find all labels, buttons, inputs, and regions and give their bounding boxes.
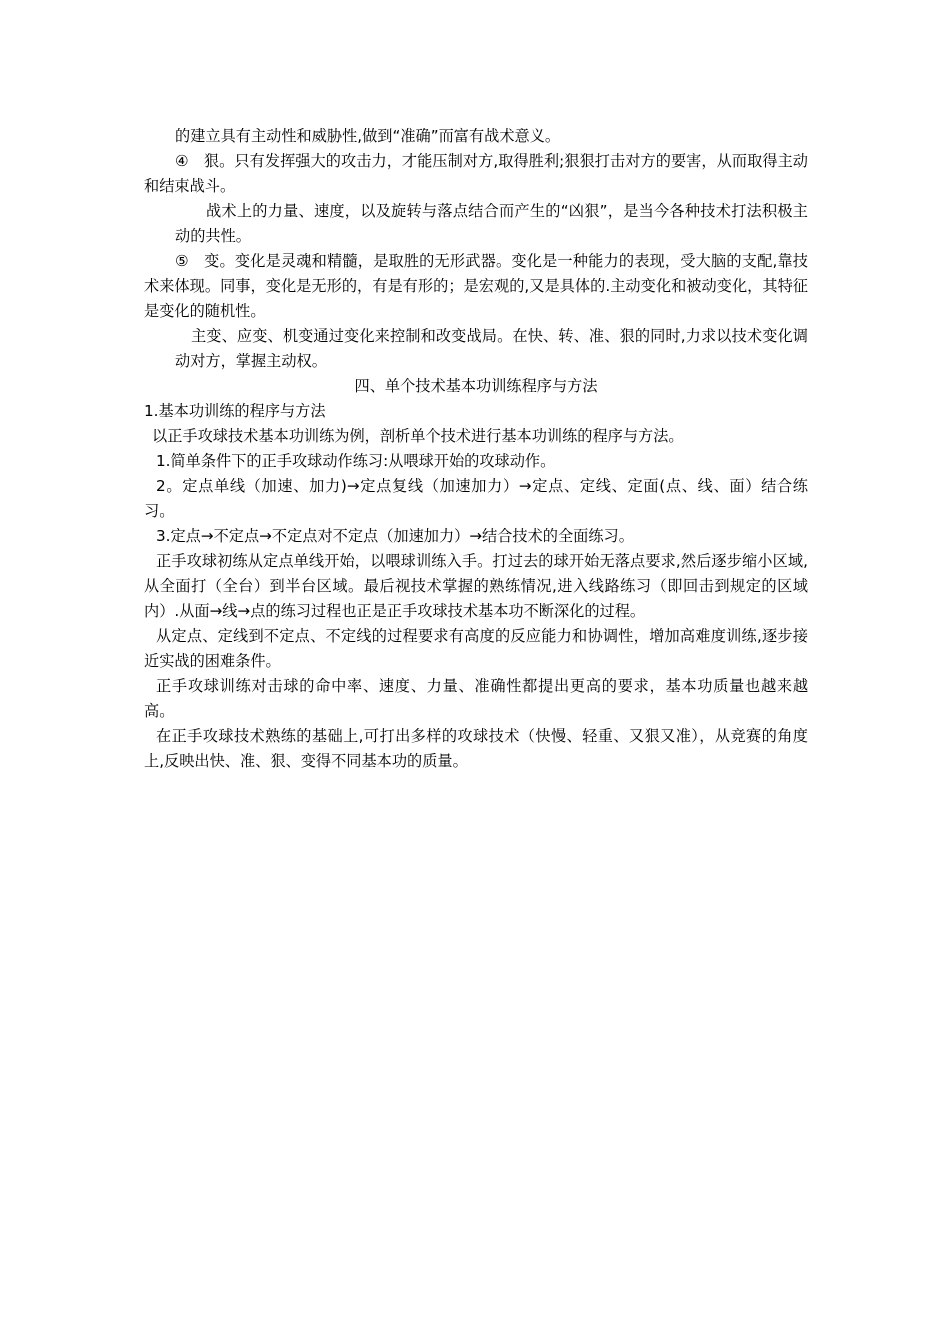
paragraph-requirements: 正手攻球训练对击球的命中率、速度、力量、准确性都提出更高的要求，基本功质量也越来越高。 xyxy=(144,677,808,720)
list-item-2: 2。定点单线（加速、加力)→定点复线（加速加力）→定点、定线、定面(点、线、面）结合练习。 xyxy=(144,477,808,520)
section-heading: 四、单个技术基本功训练程序与方法 xyxy=(354,377,598,395)
paragraph-accuracy-end: 的建立具有主动性和威胁性,做到“准确”而富有战术意义。 xyxy=(175,127,561,145)
paragraph-intro: 以正手攻球技术基本功训练为例，剖析单个技术进行基本功训练的程序与方法。 xyxy=(152,427,684,445)
subsection-heading: 1.基本功训练的程序与方法 xyxy=(144,402,326,420)
paragraph-forehand-start: 正手攻球初练从定点单线开始，以喂球训练入手。打过去的球开始无落点要求,然后逐步缩小区域,从全面打（全台）到半台区域。最后视技术掌握的熟练情况,进入线路练习（即回击到规定的区域内）.从面→线→点的练习过程也正是正手攻球技术基本功不断深化的过程。 xyxy=(144,552,808,620)
paragraph-ruthless-note: 战术上的力量、速度，以及旋转与落点结合而产生的“凶狠”，是当今各种技术打法积极主动的共性。 xyxy=(175,202,808,245)
list-item-1: 1.简单条件下的正手攻球动作练习:从喂球开始的攻球动作。 xyxy=(156,452,556,470)
paragraph-variety: 在正手攻球技术熟练的基础上,可打出多样的攻球技术（快慢、轻重、又狠又准），从竞赛的角度上,反映出快、准、狠、变得不同基本功的质量。 xyxy=(144,727,808,770)
document-body xyxy=(144,124,808,774)
list-item-3: 3.定点→不定点→不定点对不定点（加速加力）→结合技术的全面练习。 xyxy=(156,527,634,545)
paragraph-fixed-to-unfixed: 从定点、定线到不定点、不定线的过程要求有高度的反应能力和协调性，增加高难度训练,逐步接近实战的困难条件。 xyxy=(144,627,808,670)
paragraph-change-note: 主变、应变、机变通过变化来控制和改变战局。在快、转、准、狠的同时,力求以技术变化调动对方，掌握主动权。 xyxy=(175,327,808,370)
paragraph-ruthless: ④ 狠。只有发挥强大的攻击力，才能压制对方,取得胜利;狠狠打击对方的要害，从而取得主动和结束战斗。 xyxy=(144,152,808,195)
paragraph-change: ⑤ 变。变化是灵魂和精髓，是取胜的无形武器。变化是一种能力的表现，受大脑的支配,靠技术来体现。同事，变化是无形的，有是有形的；是宏观的,又是具体的.主动变化和被动变化，其特征是变化的随机性。 xyxy=(144,252,808,320)
